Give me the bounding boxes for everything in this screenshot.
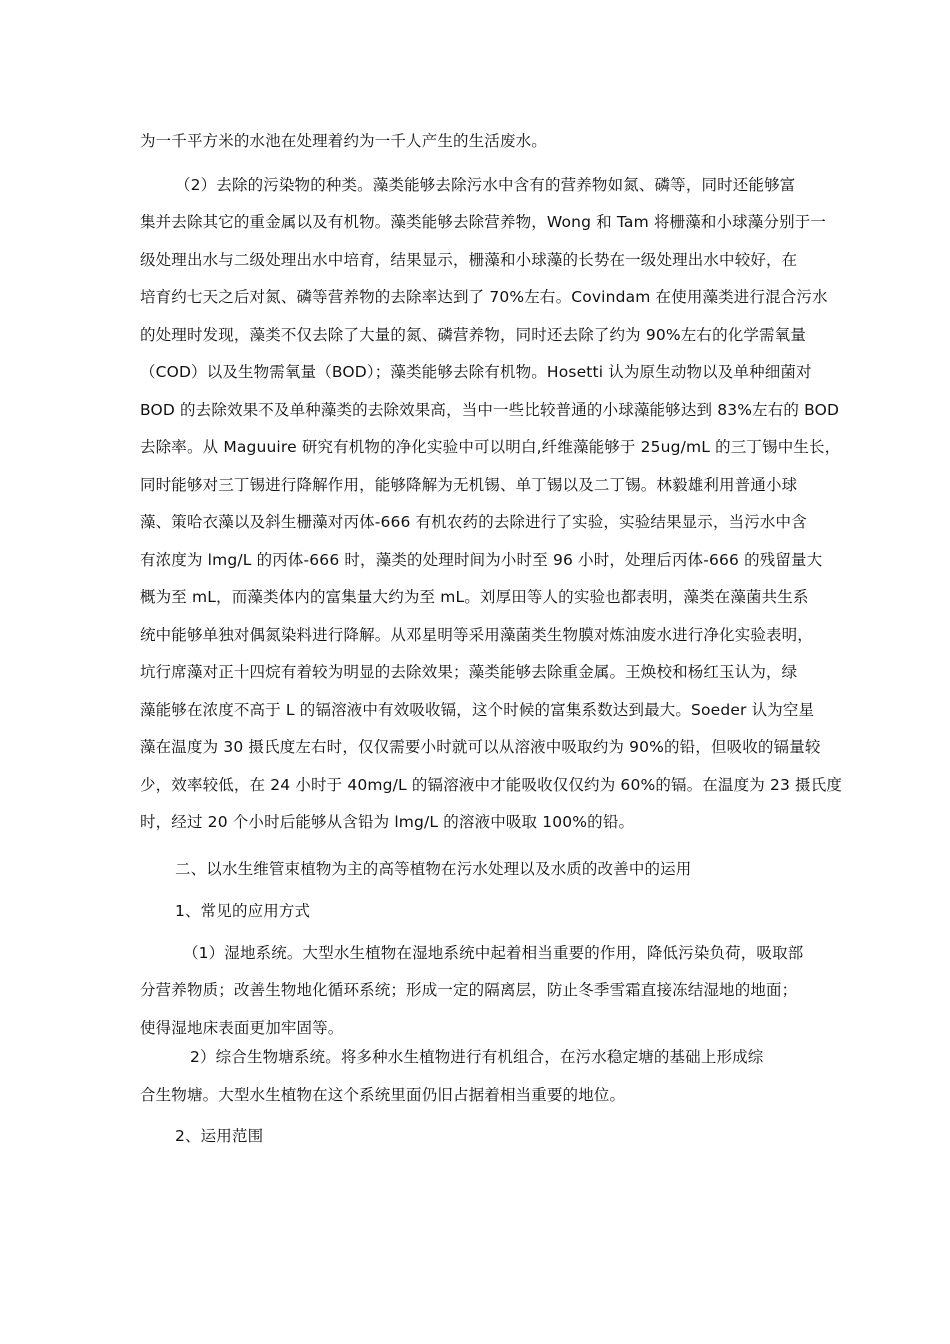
text-line: 藻在温度为 30 摄氏度左右时，仅仅需要小时就可以从溶液中吸取约为 90%的铅，但吸收的镉量较 <box>140 738 821 756</box>
text-line: （1）湿地系统。大型水生植物在湿地系统中起着相当重要的作用，降低污染负荷，吸取部 <box>183 944 804 962</box>
text-line: 级处理出水与二级处理出水中培育，结果显示，栅藻和小球藻的长势在一级处理出水中较好，在 <box>140 251 798 269</box>
text-line: 合生物塘。大型水生植物在这个系统里面仍旧占据着相当重要的地位。 <box>140 1086 626 1104</box>
text-line: 2）综合生物塘系统。将多种水生植物进行有机组合，在污水稳定塘的基础上形成综 <box>190 1048 764 1066</box>
text-line: 藻、策哈衣藻以及斜生栅藻对丙体-666 有机农药的去除进行了实验，实验结果显示，当污水中含 <box>140 513 807 531</box>
subsection-heading: 1、常见的应用方式 <box>175 902 311 920</box>
section-heading: 二、以水生维管束植物为主的高等植物在污水处理以及水质的改善中的运用 <box>175 860 692 878</box>
text-line: 少，效率较低，在 24 小时于 40mg/L 的镉溶液中才能吸收仅仅约为 60%的镉。在温度为 23 摄氏度 <box>140 776 843 794</box>
text-line: 使得湿地床表面更加牢固等。 <box>140 1019 344 1037</box>
text-line: BOD 的去除效果不及单种藻类的去除效果高，当中一些比较普通的小球藻能够达到 83%左右的 BOD <box>140 401 840 419</box>
text-line: 概为至 mL，而藻类体内的富集量大约为至 mL。刘厚田等人的实验也都表明，藻类在藻菌共生系 <box>140 588 809 606</box>
text-line: 同时能够对三丁锡进行降解作用，能够降解为无机锡、单丁锡以及二丁锡。林毅雄利用普通小球 <box>140 476 798 494</box>
text-line: （2）去除的污染物的种类。藻类能够去除污水中含有的营养物如氮、磷等，同时还能够富 <box>175 176 796 194</box>
text-line: 为一千平方米的水池在处理着约为一千人产生的生活废水。 <box>140 132 547 150</box>
subsection-heading: 2、运用范围 <box>175 1127 264 1145</box>
text-line: 有浓度为 lmg/L 的丙体-666 时，藻类的处理时间为小时至 96 小时，处理后丙体-666 的残留量大 <box>140 551 823 569</box>
text-line: 时，经过 20 个小时后能够从含铅为 lmg/L 的溶液中吸取 100%的铅。 <box>140 813 635 831</box>
text-line: 藻能够在浓度不高于 L 的镉溶液中有效吸收镉，这个时候的富集系数达到最大。Soeder 认为空星 <box>140 701 815 719</box>
text-line: 去除率。从 Maguuire 研究有机物的净化实验中可以明白,纤维藻能够于 25ug/mL 的三丁锡中生长， <box>140 438 841 456</box>
text-line: （COD）以及生物需氧量（BOD）；藻类能够去除有机物。Hosetti 认为原生动物以及单种细菌对 <box>140 363 812 381</box>
text-line: 坑行席藻对正十四烷有着较为明显的去除效果；藻类能够去除重金属。王焕校和杨红玉认为，绿 <box>140 663 798 681</box>
text-line: 培育约七天之后对氮、磷等营养物的去除率达到了 70%左右。Covindam 在使用藻类进行混合污水 <box>140 288 828 306</box>
text-line: 的处理时发现，藻类不仅去除了大量的氮、磷营养物，同时还去除了约为 90%左右的化学需氧量 <box>140 326 806 344</box>
text-line: 集并去除其它的重金属以及有机物。藻类能够去除营养物，Wong 和 Tam 将栅藻和小球藻分别于一 <box>140 213 827 231</box>
text-line: 分营养物质；改善生物地化循环系统；形成一定的隔离层，防止冬季雪霜直接冻结湿地的地面； <box>140 981 798 999</box>
text-line: 统中能够单独对偶氮染料进行降解。从邓星明等采用藻菌类生物膜对炼油废水进行净化实验表明， <box>140 626 813 644</box>
